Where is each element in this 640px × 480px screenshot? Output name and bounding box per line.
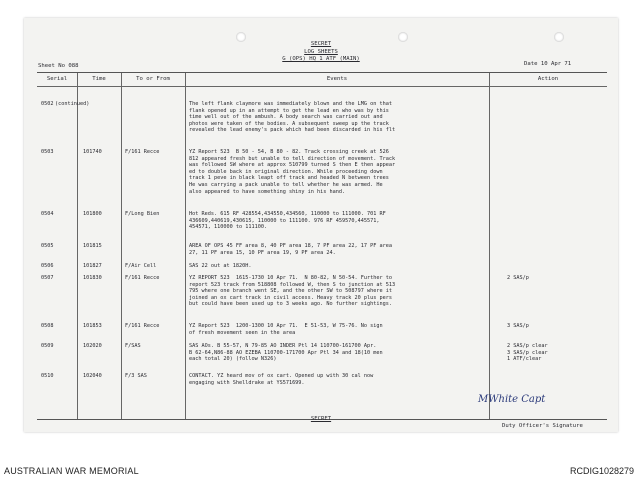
sheet-number xyxy=(38,63,78,70)
header-divider xyxy=(37,86,607,87)
row-to-from: F/161 Recce xyxy=(125,323,160,329)
row-serial: 0508 xyxy=(41,323,54,329)
row-to-from: F/Air Cell xyxy=(125,263,157,269)
row-to-from: F/161 Recce xyxy=(125,275,160,281)
col-events: Events xyxy=(326,76,348,82)
credit-institution: AUSTRALIAN WAR MEMORIAL xyxy=(4,466,139,476)
duty-officer-signature: MWhite Capt xyxy=(478,394,546,405)
date-label: Date xyxy=(524,61,538,67)
row-time: 101800 xyxy=(83,211,102,217)
signature-label: Duty Officer's Signature xyxy=(502,423,583,429)
row-action: 2 SAS/p xyxy=(507,275,529,281)
row-action: 3 SAS/p xyxy=(507,323,529,329)
log-date xyxy=(524,61,571,68)
row-time: 101827 xyxy=(83,263,102,269)
row-serial: 0509 xyxy=(41,343,54,349)
unit-title: G (OPS) HQ 1 ATF (MAIN) xyxy=(282,56,360,62)
column-divider xyxy=(489,73,490,419)
row-time: (continued) xyxy=(55,101,90,107)
col-time: Time xyxy=(92,76,106,82)
row-time: 102040 xyxy=(83,373,102,379)
row-time: 102020 xyxy=(83,343,102,349)
row-to-from: F/SAS xyxy=(125,343,141,349)
column-divider xyxy=(185,73,186,419)
column-divider xyxy=(77,73,78,419)
row-action: 2 SAS/p clear 3 SAS/p clear 1 ATF/clear xyxy=(507,343,548,363)
row-serial: 0504 xyxy=(41,211,54,217)
column-divider xyxy=(121,73,122,419)
row-events: The left flank claymore was immediately blown and the LMG on that flank opened up in an attempt to get the lead en who was by this time well out of the ambush. A body search was carried out and photos were taken of the bodies. A subsequent sweep up the track revealed the lead enemy's pack which had been discarded in his flt xyxy=(189,101,396,134)
col-to-from: To or From xyxy=(136,76,170,82)
row-serial: 0505 xyxy=(41,243,54,249)
row-events: AREA OF OPS 45 FF area 8, 40 PF area 18, 7 PF area 22, 17 PF area 27, 11 PF area 15, 10 PF area 19, 9 PF area 24. xyxy=(189,243,393,256)
row-events: CONTACT. YZ heard mov of ox cart. Opened up with 30 cal now engaging with Shelldrake at YS571699. xyxy=(189,373,374,386)
row-to-from: F/Long Bien xyxy=(125,211,160,217)
row-serial: 0502 xyxy=(41,101,54,107)
row-events: YZ REPORT 523 1615-1730 10 Apr 71. N 80-82, N 50-54. Further to report 523 track from 518808 followed W, then S to junction at 513 795 where one branch went SE, and the other SW to 508797 where it joined an ox cart track in civil access. Heavy track 20 plus pers but could have been used up to 3 weeks ago. No further sightings. xyxy=(189,275,396,308)
col-serial: Serial xyxy=(46,76,68,82)
row-serial: 0503 xyxy=(41,149,54,155)
row-to-from: F/161 Recce xyxy=(125,149,160,155)
row-time: 101830 xyxy=(83,275,102,281)
row-events: Hot Reds. 615 RF 428554,434550,434560, 110000 to 111000. 701 RF 436609,440619,430615, 110000 to 111100. 976 RF 459570,445571, 454571, 110000 to 111100. xyxy=(189,211,386,231)
secret-footer: SECRET xyxy=(310,416,332,422)
row-serial: 0506 xyxy=(41,263,54,269)
row-serial: 0507 xyxy=(41,275,54,281)
log-sheets-title: LOG SHEETS xyxy=(304,49,338,55)
sheet-label: Sheet No xyxy=(38,63,65,69)
sheet-value: 088 xyxy=(68,63,79,69)
row-events: SAS 22 out at 1820H. xyxy=(189,263,252,269)
date-value: 10 Apr 71 xyxy=(540,61,572,67)
row-to-from: F/3 SAS xyxy=(125,373,147,379)
secret-heading: SECRET xyxy=(310,41,332,47)
row-events: SAS AOs. B 55-57, N 79-85 AO INDER Ptl 14 110700-161700 Apr. B 62-64,N86-88 AO EZEBA 110700-171700 Apr Ptl 34 and 18(10 men each total 20) (follow N326) xyxy=(189,343,383,363)
log-sheet-paper xyxy=(24,18,618,432)
row-time: 101853 xyxy=(83,323,102,329)
row-events: YZ Report 523 B 50 - 54, B 80 - 82. Track crossing creek at 526 812 appeared fresh but unable to tell direction of movement. Track was followed SW where at approx 510799 turned S then E then appear ed to double back in original direction. While proceeding down track 1 peve in black leapt off track and headed N between trees He was carrying a pack unable to tell whether he was armed. He also appeared to have something shiny in his hand. xyxy=(189,149,396,195)
row-time: 101740 xyxy=(83,149,102,155)
credit-record-id: RCDIG1028279 xyxy=(569,466,634,476)
row-serial: 0510 xyxy=(41,373,54,379)
col-action: Action xyxy=(537,76,559,82)
row-time: 101815 xyxy=(83,243,102,249)
log-table xyxy=(37,72,607,420)
row-events: YZ Report 523 1200-1300 10 Apr 71. E 51-53, W 75-76. No sign of fresh movement seen in the area xyxy=(189,323,383,336)
